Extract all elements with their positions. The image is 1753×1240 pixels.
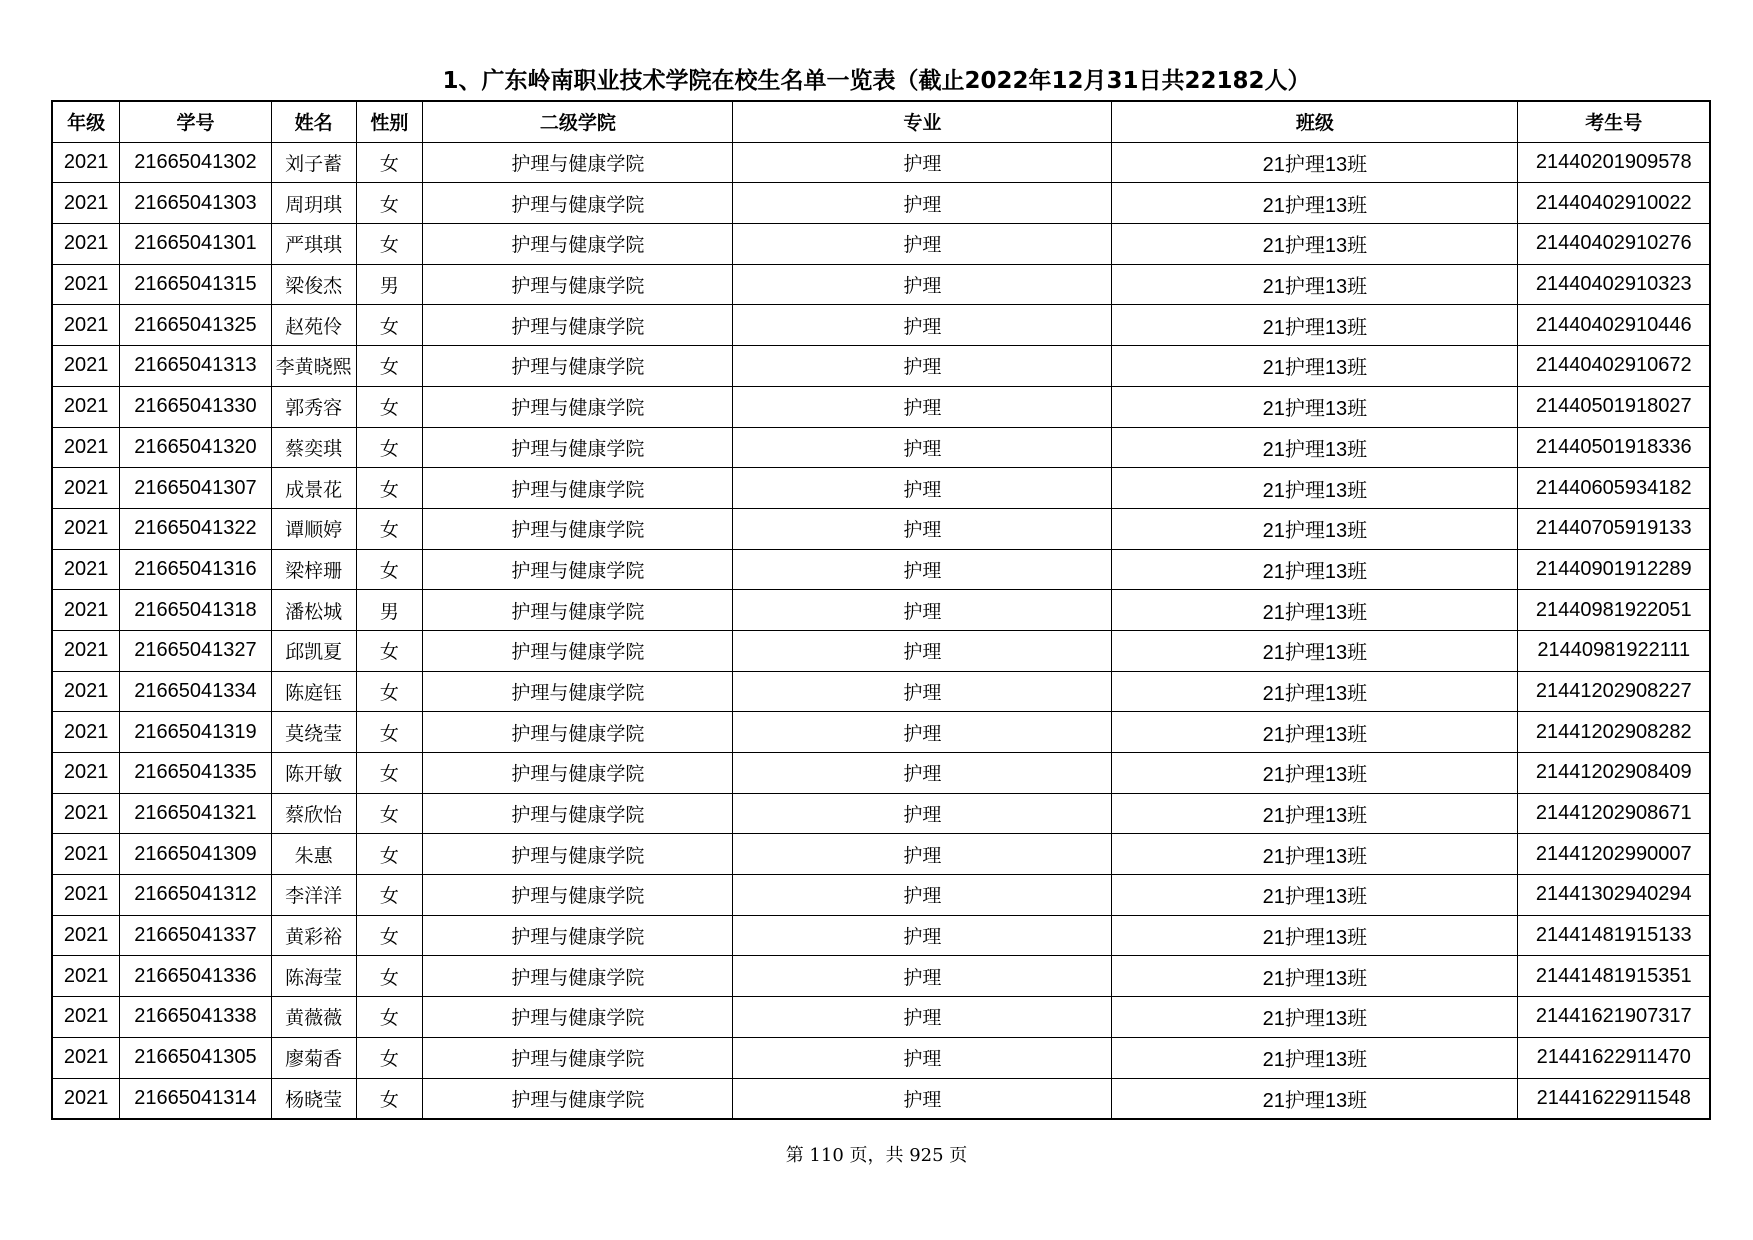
grade-cell: 2021 (52, 508, 120, 549)
college-cell: 护理与健康学院 (423, 793, 733, 834)
student-id-cell: 21665041313 (120, 346, 272, 387)
exam-id-cell: 21440901912289 (1518, 549, 1710, 590)
grade-cell: 2021 (52, 956, 120, 997)
grade-cell: 2021 (52, 305, 120, 346)
name-cell: 廖菊香 (271, 1037, 356, 1078)
major-cell: 护理 (733, 1037, 1112, 1078)
class-cell: 21护理13班 (1112, 183, 1518, 224)
student-id-cell: 21665041327 (120, 630, 272, 671)
college-cell: 护理与健康学院 (423, 997, 733, 1038)
table-row (52, 875, 1710, 916)
class-cell: 21护理13班 (1112, 630, 1518, 671)
class-cell: 21护理13班 (1112, 224, 1518, 265)
student-id-cell: 21665041336 (120, 956, 272, 997)
college-cell: 护理与健康学院 (423, 712, 733, 753)
major-cell: 护理 (733, 630, 1112, 671)
gender-cell: 女 (356, 1078, 423, 1119)
grade-cell: 2021 (52, 915, 120, 956)
major-cell: 护理 (733, 468, 1112, 509)
table-row (52, 712, 1710, 753)
student-roster-table (51, 100, 1711, 1120)
class-cell: 21护理13班 (1112, 956, 1518, 997)
gender-cell: 女 (356, 183, 423, 224)
table-row (52, 305, 1710, 346)
student-id-cell: 21665041303 (120, 183, 272, 224)
student-id-cell: 21665041330 (120, 386, 272, 427)
table-row (52, 427, 1710, 468)
class-cell: 21护理13班 (1112, 793, 1518, 834)
student-id-cell: 21665041322 (120, 508, 272, 549)
column-header-gender: 性别 (356, 101, 423, 142)
exam-id-cell: 21441202990007 (1518, 834, 1710, 875)
grade-cell: 2021 (52, 712, 120, 753)
exam-id-cell: 21441622911548 (1518, 1078, 1710, 1119)
student-id-cell: 21665041305 (120, 1037, 272, 1078)
name-cell: 严琪琪 (271, 224, 356, 265)
gender-cell: 女 (356, 346, 423, 387)
class-cell: 21护理13班 (1112, 1078, 1518, 1119)
student-id-cell: 21665041301 (120, 224, 272, 265)
student-id-cell: 21665041321 (120, 793, 272, 834)
college-cell: 护理与健康学院 (423, 753, 733, 794)
college-cell: 护理与健康学院 (423, 468, 733, 509)
college-cell: 护理与健康学院 (423, 508, 733, 549)
class-cell: 21护理13班 (1112, 549, 1518, 590)
class-cell: 21护理13班 (1112, 590, 1518, 631)
exam-id-cell: 21441481915351 (1518, 956, 1710, 997)
grade-cell: 2021 (52, 630, 120, 671)
table-row (52, 264, 1710, 305)
student-id-cell: 21665041334 (120, 671, 272, 712)
major-cell: 护理 (733, 793, 1112, 834)
name-cell: 蔡欣怡 (271, 793, 356, 834)
name-cell: 潘松城 (271, 590, 356, 631)
student-id-cell: 21665041319 (120, 712, 272, 753)
major-cell: 护理 (733, 264, 1112, 305)
class-cell: 21护理13班 (1112, 753, 1518, 794)
class-cell: 21护理13班 (1112, 346, 1518, 387)
grade-cell: 2021 (52, 793, 120, 834)
gender-cell: 女 (356, 793, 423, 834)
table-body (52, 142, 1710, 1119)
class-cell: 21护理13班 (1112, 834, 1518, 875)
name-cell: 赵苑伶 (271, 305, 356, 346)
student-id-cell: 21665041335 (120, 753, 272, 794)
name-cell: 陈庭钰 (271, 671, 356, 712)
exam-id-cell: 21440605934182 (1518, 468, 1710, 509)
exam-id-cell: 21441481915133 (1518, 915, 1710, 956)
major-cell: 护理 (733, 875, 1112, 916)
college-cell: 护理与健康学院 (423, 549, 733, 590)
gender-cell: 女 (356, 712, 423, 753)
grade-cell: 2021 (52, 386, 120, 427)
gender-cell: 女 (356, 1037, 423, 1078)
student-id-cell: 21665041302 (120, 142, 272, 183)
major-cell: 护理 (733, 183, 1112, 224)
gender-cell: 女 (356, 305, 423, 346)
page-footer: 第 110 页，共 925 页 (785, 1145, 968, 1166)
grade-cell: 2021 (52, 834, 120, 875)
exam-id-cell: 21441202908227 (1518, 671, 1710, 712)
gender-cell: 男 (356, 590, 423, 631)
exam-id-cell: 21440402910022 (1518, 183, 1710, 224)
major-cell: 护理 (733, 346, 1112, 387)
table-row (52, 183, 1710, 224)
table-row (52, 590, 1710, 631)
class-cell: 21护理13班 (1112, 305, 1518, 346)
student-id-cell: 21665041316 (120, 549, 272, 590)
name-cell: 郭秀容 (271, 386, 356, 427)
gender-cell: 女 (356, 468, 423, 509)
major-cell: 护理 (733, 386, 1112, 427)
name-cell: 莫绕莹 (271, 712, 356, 753)
name-cell: 李洋洋 (271, 875, 356, 916)
college-cell: 护理与健康学院 (423, 264, 733, 305)
name-cell: 梁俊杰 (271, 264, 356, 305)
college-cell: 护理与健康学院 (423, 590, 733, 631)
exam-id-cell: 21440402910276 (1518, 224, 1710, 265)
class-cell: 21护理13班 (1112, 508, 1518, 549)
college-cell: 护理与健康学院 (423, 875, 733, 916)
major-cell: 护理 (733, 427, 1112, 468)
exam-id-cell: 21441621907317 (1518, 997, 1710, 1038)
table-row (52, 549, 1710, 590)
grade-cell: 2021 (52, 183, 120, 224)
name-cell: 杨晓莹 (271, 1078, 356, 1119)
major-cell: 护理 (733, 712, 1112, 753)
gender-cell: 女 (356, 671, 423, 712)
college-cell: 护理与健康学院 (423, 142, 733, 183)
student-id-cell: 21665041312 (120, 875, 272, 916)
exam-id-cell: 21440705919133 (1518, 508, 1710, 549)
exam-id-cell: 21440201909578 (1518, 142, 1710, 183)
table-row (52, 142, 1710, 183)
exam-id-cell: 21440501918336 (1518, 427, 1710, 468)
table-row (52, 1078, 1710, 1119)
table-row (52, 468, 1710, 509)
major-cell: 护理 (733, 549, 1112, 590)
name-cell: 黄薇薇 (271, 997, 356, 1038)
exam-id-cell: 21440402910323 (1518, 264, 1710, 305)
table-row (52, 793, 1710, 834)
student-id-cell: 21665041307 (120, 468, 272, 509)
page-title: 1、广东岭南职业技术学院在校生名单一览表（截止2022年12月31日共22182人） (442, 68, 1311, 94)
student-id-cell: 21665041309 (120, 834, 272, 875)
exam-id-cell: 21441202908671 (1518, 793, 1710, 834)
class-cell: 21护理13班 (1112, 264, 1518, 305)
name-cell: 陈海莹 (271, 956, 356, 997)
student-id-cell: 21665041320 (120, 427, 272, 468)
class-cell: 21护理13班 (1112, 712, 1518, 753)
student-id-cell: 21665041325 (120, 305, 272, 346)
grade-cell: 2021 (52, 997, 120, 1038)
student-id-cell: 21665041318 (120, 590, 272, 631)
name-cell: 邱凯夏 (271, 630, 356, 671)
gender-cell: 女 (356, 549, 423, 590)
college-cell: 护理与健康学院 (423, 346, 733, 387)
major-cell: 护理 (733, 915, 1112, 956)
column-header-college: 二级学院 (423, 101, 733, 142)
table-row (52, 753, 1710, 794)
grade-cell: 2021 (52, 264, 120, 305)
college-cell: 护理与健康学院 (423, 1078, 733, 1119)
exam-id-cell: 21441302940294 (1518, 875, 1710, 916)
exam-id-cell: 21440402910446 (1518, 305, 1710, 346)
name-cell: 梁梓珊 (271, 549, 356, 590)
major-cell: 护理 (733, 224, 1112, 265)
class-cell: 21护理13班 (1112, 386, 1518, 427)
class-cell: 21护理13班 (1112, 142, 1518, 183)
exam-id-cell: 21440981922111 (1518, 630, 1710, 671)
college-cell: 护理与健康学院 (423, 224, 733, 265)
major-cell: 护理 (733, 305, 1112, 346)
major-cell: 护理 (733, 142, 1112, 183)
grade-cell: 2021 (52, 142, 120, 183)
grade-cell: 2021 (52, 549, 120, 590)
table-header-row (52, 101, 1710, 142)
college-cell: 护理与健康学院 (423, 915, 733, 956)
table-row (52, 1037, 1710, 1078)
name-cell: 刘子蓄 (271, 142, 356, 183)
exam-id-cell: 21440981922051 (1518, 590, 1710, 631)
table-row (52, 956, 1710, 997)
class-cell: 21护理13班 (1112, 875, 1518, 916)
column-header-major: 专业 (733, 101, 1112, 142)
gender-cell: 女 (356, 224, 423, 265)
gender-cell: 女 (356, 142, 423, 183)
college-cell: 护理与健康学院 (423, 956, 733, 997)
gender-cell: 女 (356, 753, 423, 794)
student-id-cell: 21665041314 (120, 1078, 272, 1119)
major-cell: 护理 (733, 956, 1112, 997)
table-row (52, 346, 1710, 387)
gender-cell: 女 (356, 834, 423, 875)
exam-id-cell: 21441622911470 (1518, 1037, 1710, 1078)
major-cell: 护理 (733, 590, 1112, 631)
exam-id-cell: 21441202908282 (1518, 712, 1710, 753)
name-cell: 谭顺婷 (271, 508, 356, 549)
exam-id-cell: 21440402910672 (1518, 346, 1710, 387)
college-cell: 护理与健康学院 (423, 834, 733, 875)
table-row (52, 997, 1710, 1038)
exam-id-cell: 21441202908409 (1518, 753, 1710, 794)
table-row (52, 508, 1710, 549)
table-row (52, 224, 1710, 265)
major-cell: 护理 (733, 997, 1112, 1038)
class-cell: 21护理13班 (1112, 997, 1518, 1038)
gender-cell: 男 (356, 264, 423, 305)
gender-cell: 女 (356, 875, 423, 916)
student-id-cell: 21665041315 (120, 264, 272, 305)
table-row (52, 915, 1710, 956)
college-cell: 护理与健康学院 (423, 1037, 733, 1078)
table-row (52, 630, 1710, 671)
student-id-cell: 21665041338 (120, 997, 272, 1038)
name-cell: 朱惠 (271, 834, 356, 875)
grade-cell: 2021 (52, 590, 120, 631)
class-cell: 21护理13班 (1112, 915, 1518, 956)
grade-cell: 2021 (52, 1037, 120, 1078)
college-cell: 护理与健康学院 (423, 427, 733, 468)
column-header-class: 班级 (1112, 101, 1518, 142)
class-cell: 21护理13班 (1112, 1037, 1518, 1078)
grade-cell: 2021 (52, 753, 120, 794)
column-header-grade: 年级 (52, 101, 120, 142)
college-cell: 护理与健康学院 (423, 671, 733, 712)
grade-cell: 2021 (52, 875, 120, 916)
college-cell: 护理与健康学院 (423, 183, 733, 224)
class-cell: 21护理13班 (1112, 468, 1518, 509)
grade-cell: 2021 (52, 224, 120, 265)
name-cell: 陈开敏 (271, 753, 356, 794)
class-cell: 21护理13班 (1112, 671, 1518, 712)
gender-cell: 女 (356, 915, 423, 956)
gender-cell: 女 (356, 427, 423, 468)
gender-cell: 女 (356, 508, 423, 549)
name-cell: 李黄晓熙 (271, 346, 356, 387)
name-cell: 黄彩裕 (271, 915, 356, 956)
student-id-cell: 21665041337 (120, 915, 272, 956)
grade-cell: 2021 (52, 427, 120, 468)
column-header-exam-id: 考生号 (1518, 101, 1710, 142)
major-cell: 护理 (733, 671, 1112, 712)
college-cell: 护理与健康学院 (423, 305, 733, 346)
column-header-student-id: 学号 (120, 101, 272, 142)
major-cell: 护理 (733, 834, 1112, 875)
gender-cell: 女 (356, 630, 423, 671)
table-row (52, 386, 1710, 427)
grade-cell: 2021 (52, 346, 120, 387)
grade-cell: 2021 (52, 468, 120, 509)
grade-cell: 2021 (52, 1078, 120, 1119)
college-cell: 护理与健康学院 (423, 630, 733, 671)
class-cell: 21护理13班 (1112, 427, 1518, 468)
gender-cell: 女 (356, 956, 423, 997)
table-row (52, 834, 1710, 875)
grade-cell: 2021 (52, 671, 120, 712)
name-cell: 周玥琪 (271, 183, 356, 224)
name-cell: 成景花 (271, 468, 356, 509)
gender-cell: 女 (356, 997, 423, 1038)
exam-id-cell: 21440501918027 (1518, 386, 1710, 427)
table-row (52, 671, 1710, 712)
gender-cell: 女 (356, 386, 423, 427)
college-cell: 护理与健康学院 (423, 386, 733, 427)
major-cell: 护理 (733, 753, 1112, 794)
major-cell: 护理 (733, 1078, 1112, 1119)
name-cell: 蔡奕琪 (271, 427, 356, 468)
column-header-name: 姓名 (271, 101, 356, 142)
major-cell: 护理 (733, 508, 1112, 549)
